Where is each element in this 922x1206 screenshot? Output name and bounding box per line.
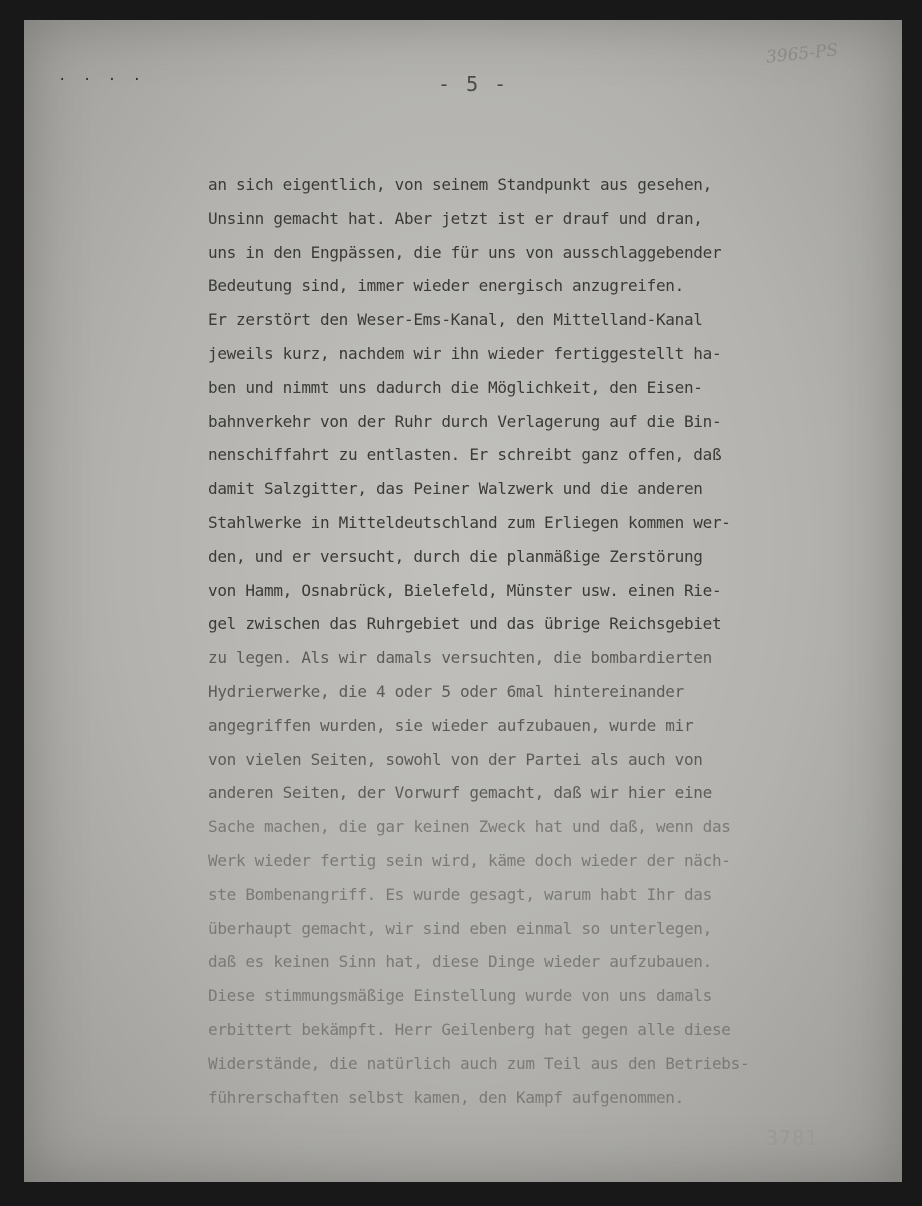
text-line: daß es keinen Sinn hat, diese Dinge wieder aufzubauen.	[208, 952, 712, 972]
body-text	[208, 168, 818, 1114]
text-line: Hydrierwerke, die 4 oder 5 oder 6mal hintereinander	[208, 681, 684, 701]
text-line: überhaupt gemacht, wir sind eben einmal so unterlegen,	[208, 918, 712, 938]
text-line: an sich eigentlich, von seinem Standpunkt aus gesehen,	[208, 175, 712, 194]
text-line: Unsinn gemacht hat. Aber jetzt ist er drauf und dran,	[208, 208, 703, 228]
text-line: bahnverkehr von der Ruhr durch Verlagerung auf die Bin-	[208, 411, 722, 431]
text-line: von Hamm, Osnabrück, Bielefeld, Münster usw. einen Rie-	[208, 580, 722, 600]
text-line: Werk wieder fertig sein wird, käme doch wieder der näch-	[208, 850, 731, 870]
text-line: Stahlwerke in Mitteldeutschland zum Erliegen kommen wer-	[208, 512, 731, 532]
text-line: angegriffen wurden, sie wieder aufzubauen, wurde mir	[208, 715, 694, 735]
text-line: Widerstände, die natürlich auch zum Teil aus den Betriebs-	[208, 1053, 750, 1073]
corner-marks: . . . .	[58, 68, 146, 84]
text-line: von vielen Seiten, sowohl von der Partei als auch von	[208, 749, 703, 769]
text-line: Diese stimmungsmäßige Einstellung wurde von uns damals	[208, 986, 712, 1006]
text-line: führerschaften selbst kamen, den Kampf aufgenommen.	[208, 1087, 684, 1107]
text-line: den, und er versucht, durch die planmäßige Zerstörung	[208, 546, 703, 566]
text-line: anderen Seiten, der Vorwurf gemacht, daß wir hier eine	[208, 783, 712, 803]
text-line: nenschiffahrt zu entlasten. Er schreibt ganz offen, daß	[208, 445, 722, 465]
text-line: Bedeutung sind, immer wieder energisch anzugreifen.	[208, 276, 684, 296]
text-line: ben und nimmt uns dadurch die Möglichkeit, den Eisen-	[208, 377, 703, 397]
text-line: zu legen. Als wir damals versuchten, die bombardierten	[208, 648, 712, 668]
text-line: jeweils kurz, nachdem wir ihn wieder fertiggestellt ha-	[208, 343, 722, 363]
text-line: erbittert bekämpft. Herr Geilenberg hat gegen alle diese	[208, 1019, 731, 1039]
document-page	[24, 20, 902, 1182]
page-number: - 5 -	[438, 72, 509, 96]
text-line: ste Bombenangriff. Es wurde gesagt, warum habt Ihr das	[208, 884, 712, 904]
text-line: Er zerstört den Weser-Ems-Kanal, den Mittelland-Kanal	[208, 310, 703, 330]
text-line: damit Salzgitter, das Peiner Walzwerk und die anderen	[208, 479, 703, 499]
text-line: Sache machen, die gar keinen Zweck hat und daß, wenn das	[208, 817, 731, 837]
archive-stamp-number: 3781	[766, 1126, 819, 1150]
text-line: gel zwischen das Ruhrgebiet und das übrige Reichsgebiet	[208, 614, 722, 634]
text-line: uns in den Engpässen, die für uns von ausschlaggebender	[208, 242, 722, 262]
handwritten-reference: 3965-PS	[765, 40, 839, 68]
